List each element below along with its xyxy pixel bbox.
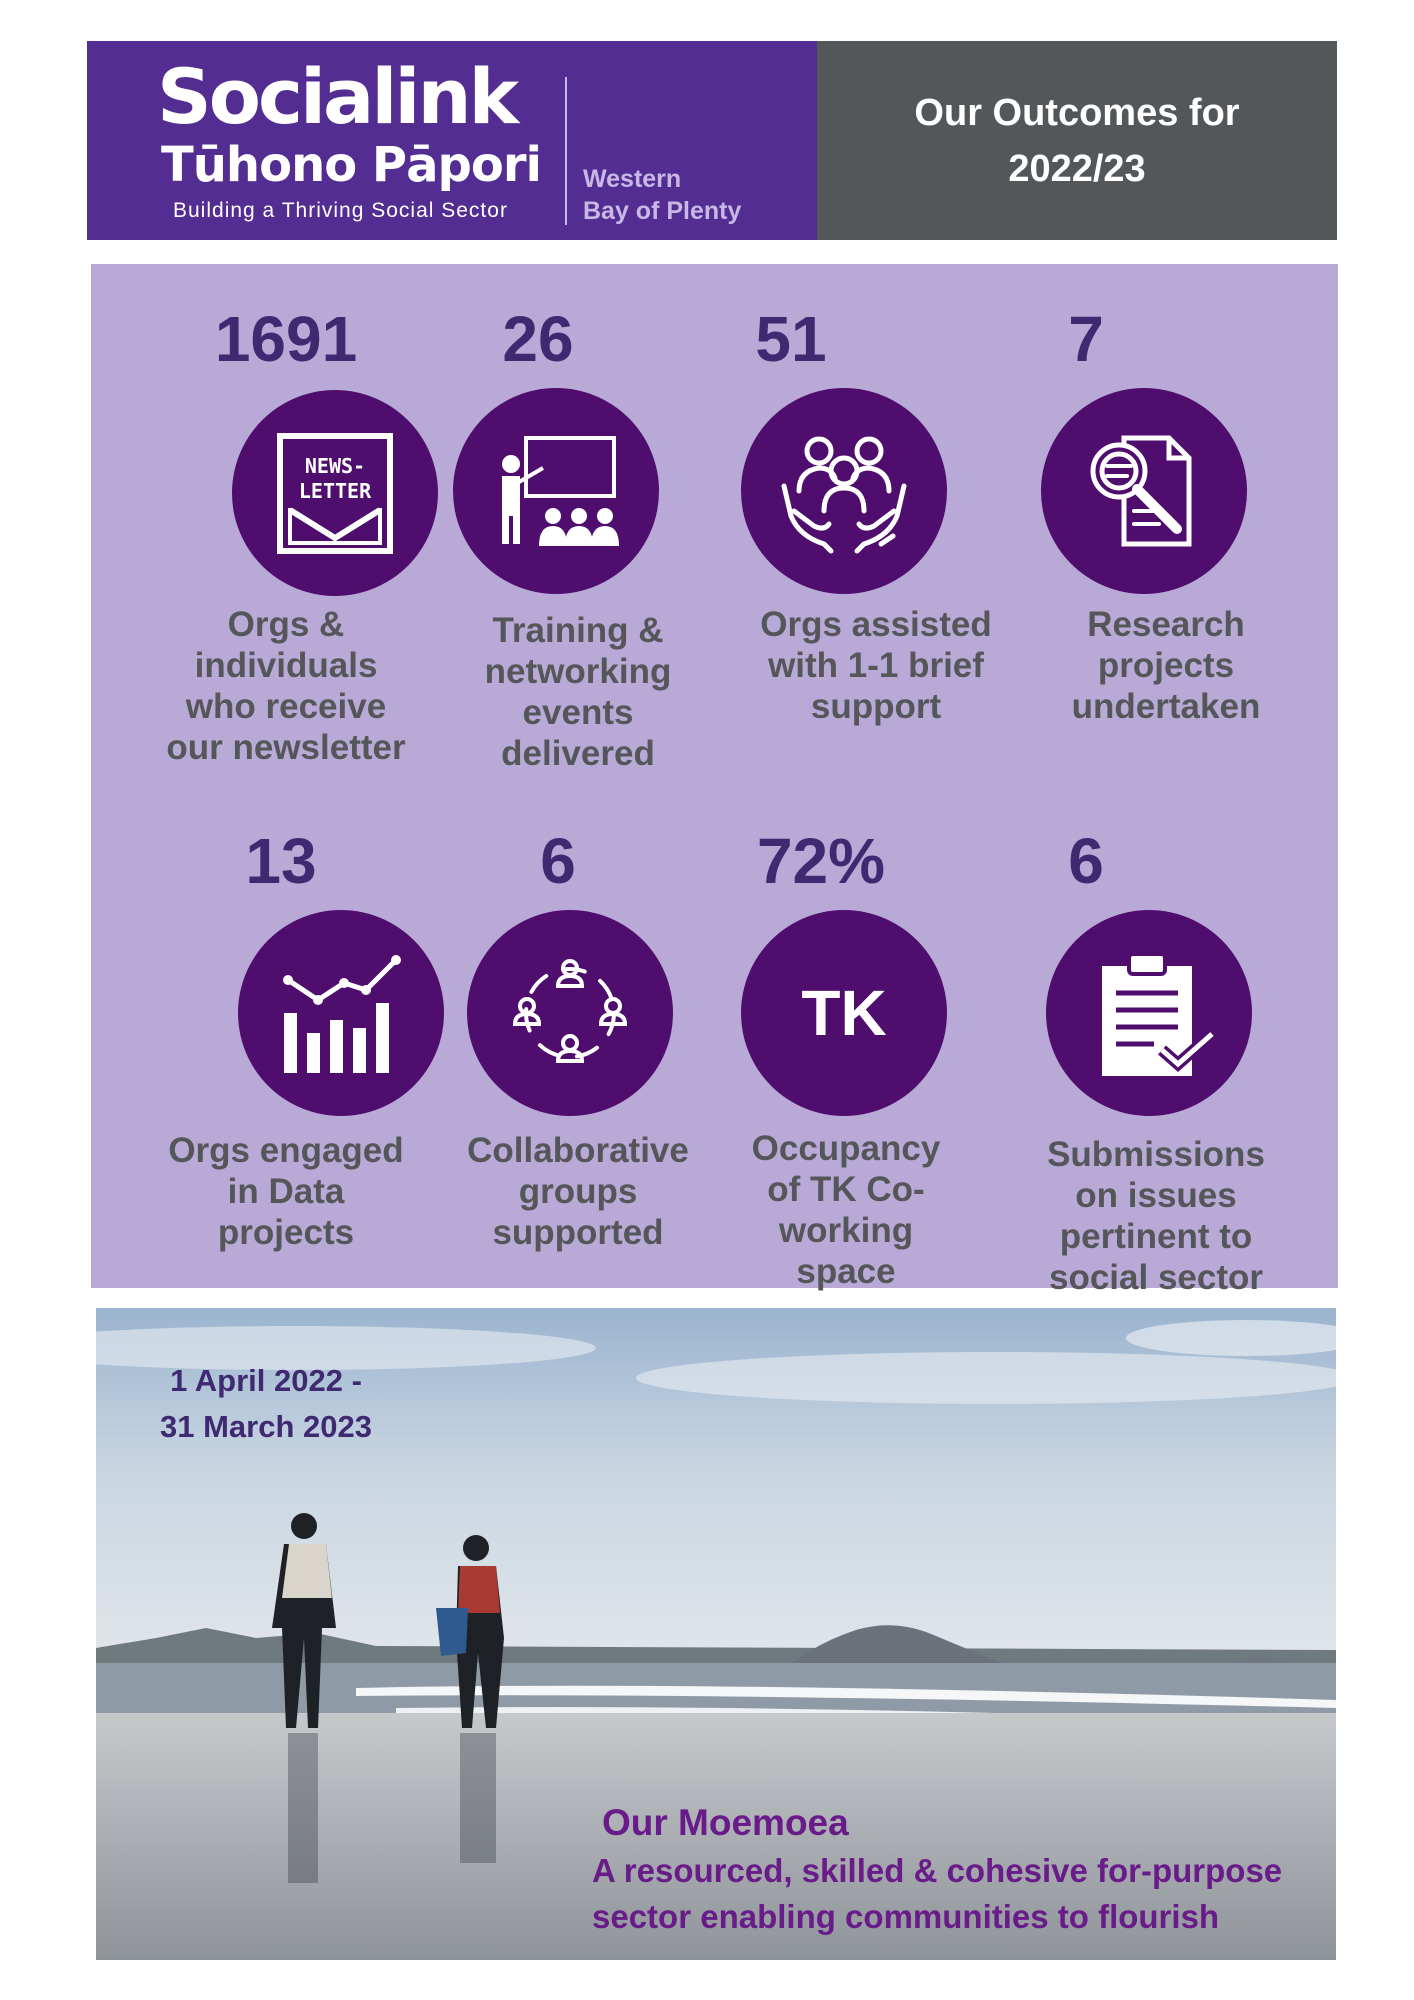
logo-wordmark: Socialink	[157, 52, 517, 141]
tk-icon-text: TK	[801, 977, 887, 1049]
stat-label-line: events	[522, 693, 634, 732]
logo-tagline: Building a Thriving Social Sector	[173, 199, 508, 222]
stat-label-line: Orgs engaged	[168, 1131, 404, 1170]
stat-label-line: Orgs assisted	[760, 605, 992, 644]
stat-label-line: working	[778, 1211, 914, 1250]
stat-card-submissions	[1021, 784, 1311, 1297]
stat-label-line: projects	[217, 1213, 355, 1252]
stat-label-line: individuals	[194, 646, 378, 685]
stat-label	[433, 610, 723, 774]
logo-divider	[565, 77, 567, 225]
region-line-2: Bay of Plenty	[583, 197, 742, 225]
header-logo-block	[87, 41, 817, 240]
page-title	[817, 41, 1337, 240]
collaboration-circle-icon	[467, 910, 673, 1116]
stat-label-line: delivered	[501, 734, 655, 773]
stat-label-line: space	[796, 1252, 896, 1291]
stat-label	[1021, 604, 1311, 727]
logo-maori-name: Tūhono Pāpori	[161, 137, 541, 193]
beach-photo	[96, 1308, 1336, 1960]
bar-chart-icon	[238, 910, 444, 1116]
stat-label-line: projects	[1097, 646, 1235, 685]
vision-line-1: A resourced, skilled & cohesive for-purpose	[592, 1852, 1283, 1889]
stat-label-line: our newsletter	[166, 728, 406, 767]
stat-label-line: Orgs &	[227, 605, 345, 644]
stat-label-line: Training &	[492, 611, 664, 650]
page-title-line-1: Our Outcomes for	[914, 91, 1240, 134]
region-line-1: Western	[583, 165, 682, 193]
stat-value: 6	[1068, 825, 1104, 897]
stat-label-line: Occupancy	[751, 1129, 941, 1168]
stat-label	[433, 1130, 723, 1253]
stat-label	[141, 1130, 431, 1253]
stat-label-line: networking	[484, 652, 672, 691]
stat-label-line: Research	[1087, 605, 1245, 644]
stat-value: 13	[245, 825, 317, 897]
stat-label	[1011, 1134, 1301, 1298]
hands-holding-people-icon	[741, 388, 947, 594]
stat-label-line: Submissions	[1047, 1135, 1265, 1174]
stat-value: 26	[502, 303, 574, 375]
vision-line-2: sector enabling communities to flourish	[592, 1898, 1220, 1935]
tk-icon	[741, 910, 947, 1116]
research-magnifier-icon	[1041, 388, 1247, 594]
stat-label-line: undertaken	[1071, 687, 1261, 726]
stat-value: 1691	[214, 303, 358, 375]
stat-label-line: Collaborative	[467, 1131, 689, 1170]
stat-label	[731, 604, 1021, 727]
page-title-line-2: 2022/23	[1008, 147, 1146, 190]
logo-region	[583, 163, 741, 227]
stat-label	[701, 1128, 991, 1292]
vision-statement	[592, 1848, 1332, 1940]
stat-value: 7	[1068, 303, 1104, 375]
stat-label-line: with 1-1 brief	[768, 646, 984, 685]
stat-label-line: pertinent to	[1059, 1217, 1253, 1256]
stat-value: 6	[540, 825, 576, 897]
stat-label-line: supported	[492, 1213, 664, 1252]
date-range	[136, 1358, 396, 1450]
stat-label	[141, 604, 431, 768]
svg-text:NEWS-: NEWS-	[304, 454, 366, 478]
stat-value: 51	[755, 303, 827, 375]
date-range-end: 31 March 2023	[160, 1409, 372, 1444]
training-presentation-icon	[453, 388, 659, 594]
stat-card-research	[1021, 264, 1311, 784]
stat-label-line: groups	[518, 1172, 638, 1211]
stat-label-line: support	[810, 687, 942, 726]
date-range-start: 1 April 2022 -	[170, 1363, 362, 1398]
outcomes-stats-panel	[91, 264, 1338, 1297]
stat-label-line: on issues	[1075, 1176, 1237, 1215]
stat-label-line: who receive	[185, 687, 387, 726]
newsletter-icon	[232, 390, 438, 596]
clipboard-check-icon	[1046, 910, 1252, 1116]
svg-text:LETTER: LETTER	[298, 479, 372, 503]
stat-label-line: of TK Co-	[767, 1170, 925, 1209]
stat-label-line: in Data	[227, 1172, 345, 1211]
vision-title: Our Moemoea	[602, 1802, 849, 1843]
stat-label-line: social sector	[1049, 1258, 1263, 1297]
stat-value: 72%	[756, 825, 886, 897]
